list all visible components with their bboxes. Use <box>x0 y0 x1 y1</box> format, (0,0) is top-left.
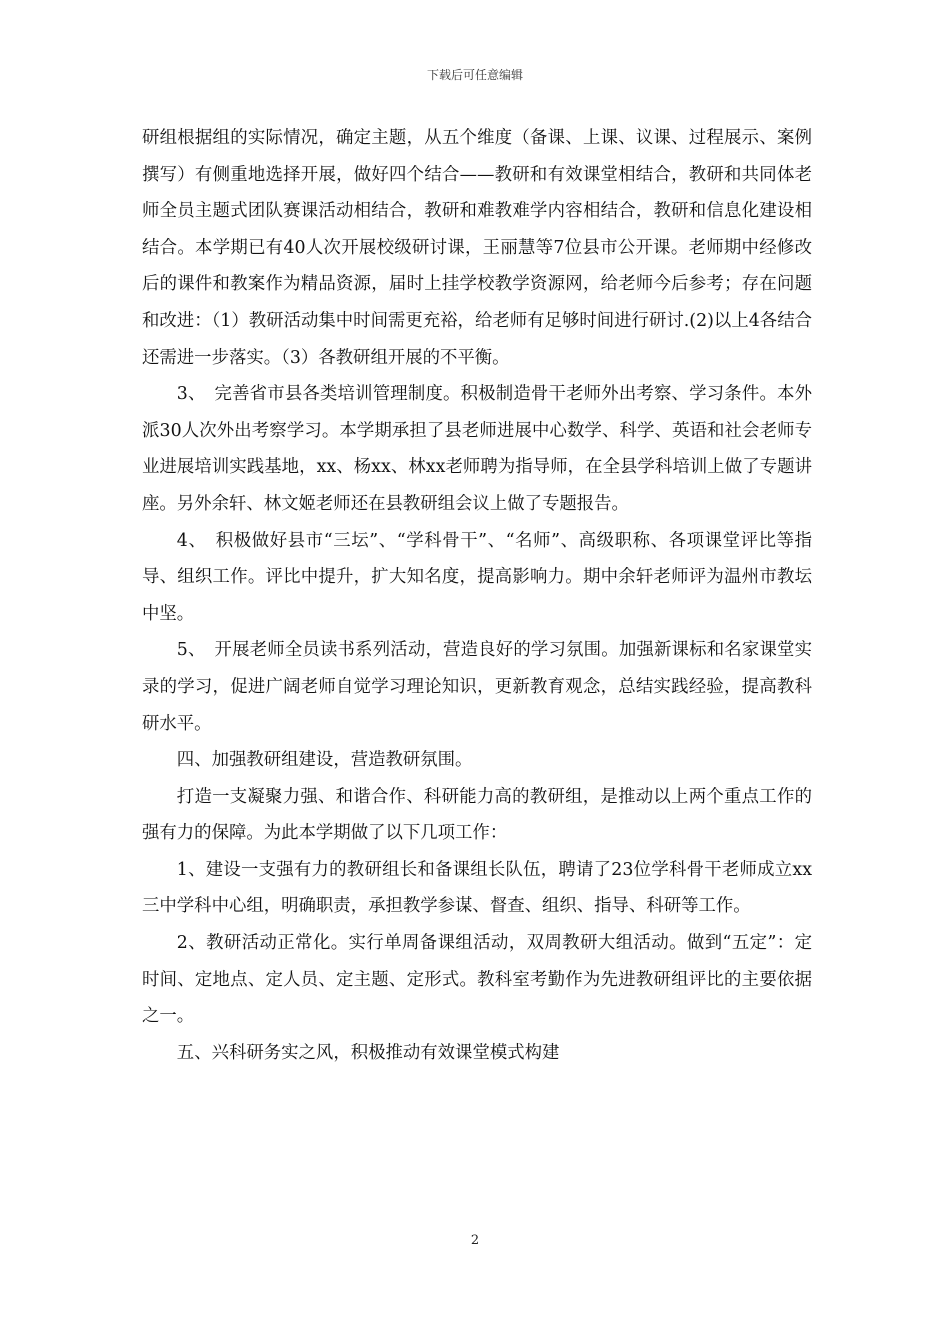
page-header: 下载后可任意编辑 <box>426 68 523 82</box>
section-heading-4: 四、加强教研组建设，营造教研氛围。 <box>176 750 473 771</box>
page-number: 2 <box>470 1233 480 1248</box>
paragraph-4: 5、 开展老师全员读书系列活动，营造良好的学习氛围。加强新课标和名家课堂实录的学习，促进广阔老师自觉学习理论知识，更新教育观念，总结实践经验，提高教科研水平。 <box>142 640 812 734</box>
paragraph-3: 4、 积极做好县市“三坛”、“学科骨干”、“名师”、高级职称、各项课堂评比等指导、组织工作。评比中提升，扩大知名度，提高影响力。期中余轩老师评为温州市教坛中坚。 <box>142 530 812 624</box>
paragraph-8: 2、教研活动正常化。实行单周备课组活动，双周教研大组活动。做到“五定”：定时间、定地点、定人员、定主题、定形式。教科室考勤作为先进教研组评比的主要依据之一。 <box>142 933 812 1027</box>
paragraph-7: 1、建设一支强有力的教研组长和备课组长队伍，聘请了23位学科骨干老师成立xx三中学科中心组，明确职责，承担教学参谋、督查、组织、指导、科研等工作。 <box>142 859 812 917</box>
section-heading-5: 五、兴科研务实之风，积极推动有效课堂模式构建 <box>176 1042 560 1063</box>
paragraph-2: 3、 完善省市县各类培训管理制度。积极制造骨干老师外出考察、学习条件。本外派30人次外出考察学习。本学期承担了县老师进展中心数学、科学、英语和社会老师专业进展培训实践基地，xx、杨xx、林xx老师聘为指导师，在全县学科培训上做了专题讲座。另外余轩、林文姬老师还在县教研组会议上做了专题报告。 <box>142 384 812 514</box>
paragraph-6: 打造一支凝聚力强、和谐合作、科研能力高的教研组，是推动以上两个重点工作的强有力的保障。为此本学期做了以下几项工作： <box>142 786 812 844</box>
document-body <box>142 120 812 1071</box>
paragraph-1: 研组根据组的实际情况，确定主题，从五个维度（备课、上课、议课、过程展示、案例撰写）有侧重地选择开展，做好四个结合——教研和有效课堂相结合，教研和共同体老师全员主题式团队赛课活动相结合，教研和难教难学内容相结合，教研和信息化建设相结合。本学期已有40人次开展校级研讨课，王丽慧等7位县市公开课。老师期中经修改后的课件和教案作为精品资源，届时上挂学校教学资源网，给老师今后参考；存在问题和改进：（1）教研活动集中时间需更充裕，给老师有足够时间进行研讨.(2)以上4各结合还需进一步落实。（3）各教研组开展的不平衡。 <box>142 128 812 368</box>
